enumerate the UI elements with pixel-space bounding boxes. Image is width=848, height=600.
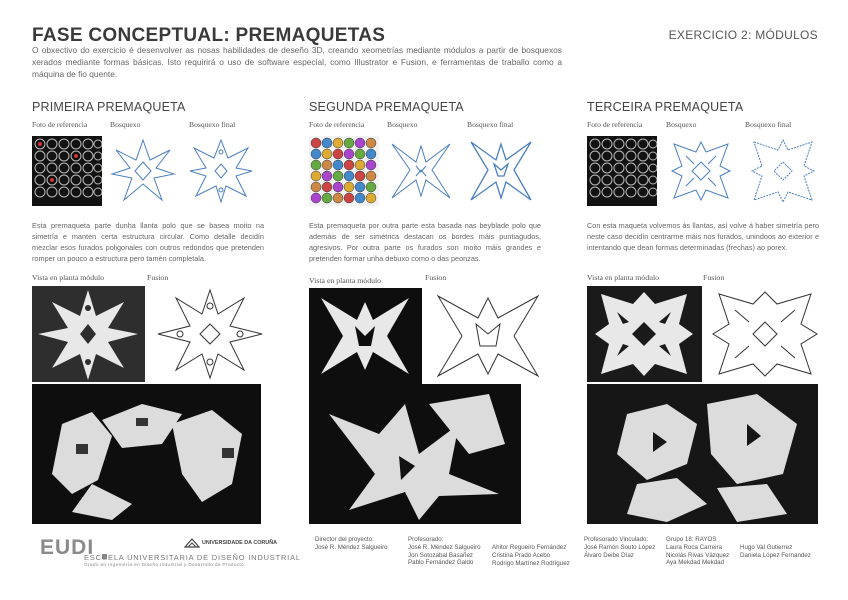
fusion-render-3 — [705, 286, 825, 382]
label-sketch: Bosquexo — [387, 120, 418, 129]
module-photo-3 — [587, 286, 702, 382]
eudi-logo-text: EUDI — [40, 536, 95, 559]
sketch-final-star-2 — [466, 136, 536, 206]
footer-group — [666, 536, 729, 567]
university-crest-icon — [184, 537, 200, 549]
description-third: Con esta maqueta volvemos ás llantas, así volve á haber simetría pero neste caso decidín centrarme máis nos furados, unindoos ao exterior e intentando que dean formas determinadas (frechas) ao porex. — [587, 221, 819, 252]
teacher-name: Cristina Prado Acebo — [492, 551, 551, 559]
school-name: ESCUELA UNIVERSITARIA DE DISEÑO INDUSTRIAL — [84, 553, 301, 562]
label-sketch: Bosquexo — [110, 120, 141, 129]
group-member: Daniela López Fernandez — [740, 551, 811, 559]
teacher-name: Jon Sotozabal Basañez — [408, 551, 474, 559]
column-title: TERCEIRA PREMAQUETA — [587, 100, 744, 114]
column-first — [32, 100, 267, 134]
teachers-label: Profesorado: — [408, 536, 444, 543]
footer-linked-teachers — [584, 536, 655, 559]
director-label: Director del proyecto: — [315, 536, 374, 543]
module-photo-2 — [309, 288, 422, 384]
sketch-star-2 — [386, 136, 456, 206]
label-module-view: Vista en planta módulo — [32, 273, 105, 282]
teacher-name: Pablo Fernández Galdo — [408, 559, 474, 567]
description-second: Esta premaqueta por outra parte esta basada nas beyblade polo que ademáis de ser simétrica destacan os bordes máis puntiagudos, agresivos. Por outra parte os furados son moito máis grandes e pretenden formar unha debuxo como o das peonzas. — [309, 221, 541, 263]
column-second — [309, 100, 544, 134]
footer-director — [315, 536, 388, 552]
university-name: UNIVERSIDADE DA CORUÑA — [202, 540, 277, 546]
label-sketch: Bosquexo — [666, 120, 697, 129]
teacher-name: Ahitor Regueiro Fernández — [492, 544, 567, 551]
sketch-final-star-3 — [748, 136, 818, 206]
sketch-star-3 — [666, 136, 736, 206]
footer-teachers-b — [492, 544, 570, 567]
label-final-sketch: Bosquexo final — [745, 120, 792, 129]
reference-photo-wheels — [32, 136, 102, 206]
fusion-render-1 — [150, 286, 270, 382]
label-fusion: Fusion — [425, 273, 447, 282]
assembly-photo-2 — [309, 384, 521, 524]
label-final-sketch: Bosquexo final — [467, 120, 514, 129]
linked-teacher-name: Álvaro Deibe Díaz — [584, 551, 634, 559]
linked-teacher-name: José Ramón Souto López — [584, 543, 656, 551]
reference-photo-wheels-3 — [587, 136, 657, 206]
group-member: Hugo Val Gutierrez — [740, 544, 793, 551]
label-fusion: Fusion — [147, 273, 169, 282]
teacher-name: Rodrigo Martínez Rodríguez — [492, 559, 570, 567]
sketch-star-1 — [108, 136, 178, 206]
page-title: FASE CONCEPTUAL: PREMAQUETAS — [32, 25, 386, 46]
label-final-sketch: Bosquexo final — [189, 120, 236, 129]
description-first: Esta premaqueta parte dunha llanta polo que se basea moito na simetría e manten certa estructura circular. Como detalle decidín mezclar esos furados poligonales con outros redondos que pretenden romper un pouco a estructura pero tamén completala. — [32, 221, 264, 263]
director-name: José R. Méndez Salgueiro — [315, 543, 388, 551]
group-label: Grupo 18: RAYOS — [666, 536, 717, 543]
group-member: Laura Roca Carreira — [666, 543, 723, 551]
assembly-photo-3 — [587, 384, 818, 524]
intro-text: O obxectivo do exercicio é desenvolver as nosas habilidades de deseño 3D, creando xeometrías mediante módulos a partir de bosquexos xerados mediante formas básicas. Isto requirirá o uso de software especial, como Illustrator e Fusion, e ferramentas de traballo como a máquina de fio quente. — [32, 45, 562, 79]
fusion-render-2 — [428, 288, 548, 384]
footer-group-b — [740, 544, 811, 560]
label-reference-photo: Foto de referencia — [309, 120, 365, 129]
column-title: SEGUNDA PREMAQUETA — [309, 100, 464, 114]
degree-name: Grado en Ingeniería en Diseño Industrial y Desarrollo de Producto — [84, 563, 245, 568]
label-module-view: Vista en planta módulo — [587, 273, 660, 282]
column-title: PRIMEIRA PREMAQUETA — [32, 100, 186, 114]
teacher-name: José R. Méndez Salgueiro — [408, 543, 481, 551]
exercise-label: EXERCICIO 2: MÓDULOS — [668, 28, 818, 42]
footer-teachers — [408, 536, 481, 567]
linked-label: Profesorado Vinculado: — [584, 536, 649, 543]
label-reference-photo: Foto de referencia — [32, 120, 88, 129]
module-photo-1 — [32, 286, 145, 382]
sketch-final-star-1 — [186, 136, 256, 206]
label-module-view: Vista en planta módulo — [309, 276, 382, 285]
label-fusion: Fusion — [703, 273, 725, 282]
label-reference-photo: Foto de referencia — [587, 120, 643, 129]
column-third — [587, 100, 822, 134]
reference-photo-beyblades — [309, 136, 379, 206]
group-member: Nicolás Rivas Vázquez — [666, 551, 730, 559]
assembly-photo-1 — [32, 384, 261, 524]
group-member: Aya Mekdad Mekdad — [666, 559, 725, 567]
